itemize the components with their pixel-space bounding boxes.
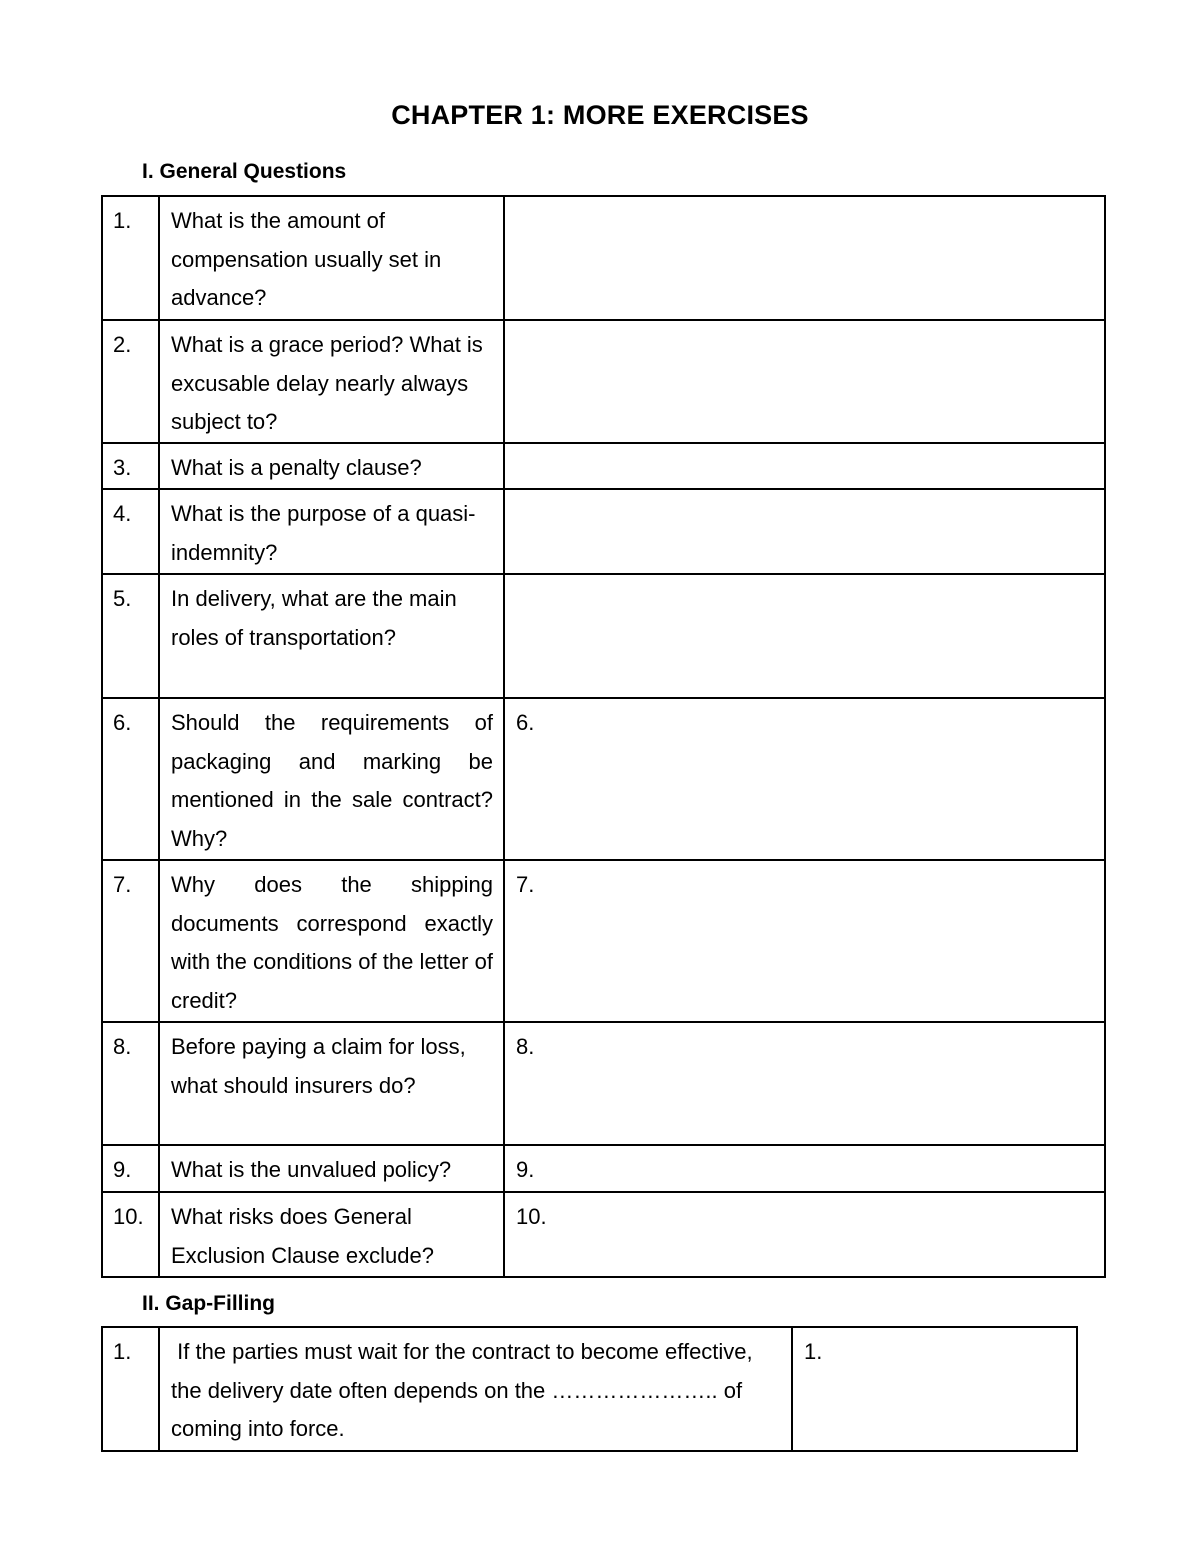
question-text: If the parties must wait for the contract to become effective, the delivery date often depends on the ………………….. of coming into force. <box>159 1327 792 1451</box>
question-number: 3. <box>102 443 159 489</box>
answer-cell[interactable]: 1. <box>792 1327 1077 1451</box>
question-text: What risks does General Exclusion Clause exclude? <box>159 1192 504 1277</box>
question-number: 1. <box>102 196 159 320</box>
table-row <box>102 1327 1077 1451</box>
table-row <box>102 1192 1105 1277</box>
question-text: What is the purpose of a quasi-indemnity? <box>159 489 504 574</box>
answer-cell[interactable]: 7. <box>504 860 1105 1022</box>
question-number: 6. <box>102 698 159 860</box>
question-number: 7. <box>102 860 159 1022</box>
table-row <box>102 443 1105 489</box>
answer-cell[interactable]: 6. <box>504 698 1105 860</box>
answer-cell[interactable]: 10. <box>504 1192 1105 1277</box>
table-row <box>102 320 1105 443</box>
question-number: 8. <box>102 1022 159 1145</box>
question-text: Before paying a claim for loss, what should insurers do? <box>159 1022 504 1145</box>
question-number: 2. <box>102 320 159 443</box>
section-heading-gap-filling: II. Gap-Filling <box>142 1292 275 1315</box>
table-row <box>102 1022 1105 1145</box>
answer-cell[interactable] <box>504 443 1105 489</box>
question-text: What is the unvalued policy? <box>159 1145 504 1192</box>
table-row <box>102 196 1105 320</box>
table-row <box>102 698 1105 860</box>
answer-cell[interactable] <box>504 320 1105 443</box>
question-text: Should the requirements of packaging and marking be mentioned in the sale contract? Why? <box>159 698 504 860</box>
question-number: 9. <box>102 1145 159 1192</box>
answer-cell[interactable] <box>504 574 1105 698</box>
page-title: CHAPTER 1: MORE EXERCISES <box>391 100 809 130</box>
table-row <box>102 860 1105 1022</box>
question-text: What is a grace period? What is excusable delay nearly always subject to? <box>159 320 504 443</box>
answer-cell[interactable]: 9. <box>504 1145 1105 1192</box>
question-number: 1. <box>102 1327 159 1451</box>
general-questions-table <box>101 195 1106 1278</box>
question-number: 10. <box>102 1192 159 1277</box>
answer-cell[interactable]: 8. <box>504 1022 1105 1145</box>
section-heading-general-questions: I. General Questions <box>142 160 347 183</box>
answer-cell[interactable] <box>504 489 1105 574</box>
answer-cell[interactable] <box>504 196 1105 320</box>
question-text: Why does the shipping documents correspond exactly with the conditions of the letter of credit? <box>159 860 504 1022</box>
question-number: 5. <box>102 574 159 698</box>
table-row <box>102 1145 1105 1192</box>
question-text: What is the amount of compensation usually set in advance? <box>159 196 504 320</box>
question-text: In delivery, what are the main roles of transportation? <box>159 574 504 698</box>
table-row <box>102 489 1105 574</box>
table-row <box>102 574 1105 698</box>
question-number: 4. <box>102 489 159 574</box>
gap-filling-table <box>101 1326 1078 1452</box>
question-text: What is a penalty clause? <box>159 443 504 489</box>
